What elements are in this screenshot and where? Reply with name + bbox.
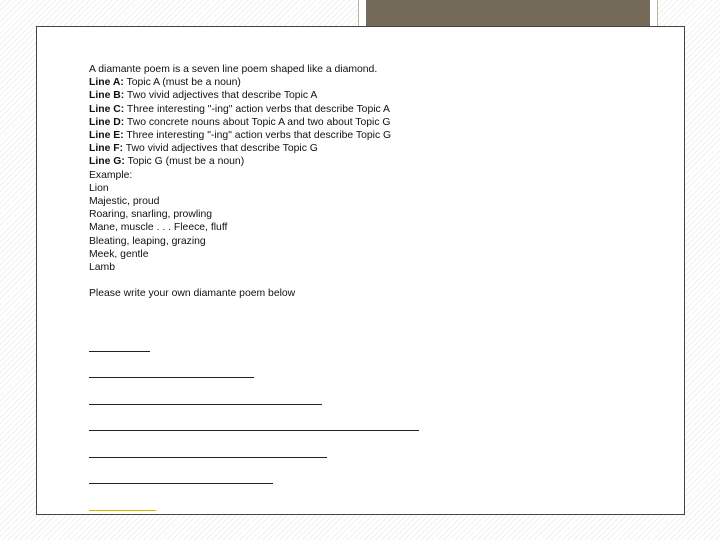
poem-blank-line-4[interactable] (89, 430, 419, 431)
example-line-7: Lamb (89, 262, 115, 274)
line-f-text: Two vivid adjectives that describe Topic G (123, 143, 318, 155)
poem-blank-line-1[interactable] (89, 351, 150, 352)
poem-blank-line-7[interactable] (89, 510, 156, 511)
line-e-label: Line E: (89, 130, 124, 142)
line-g-text: Topic G (must be a noun) (124, 156, 245, 168)
poem-blank-line-5[interactable] (89, 457, 327, 458)
line-d-text: Two concrete nouns about Topic A and two about Topic G (124, 116, 391, 128)
line-b-label: Line B: (89, 90, 125, 102)
example-line-2: Majestic, proud (89, 196, 160, 208)
example-line-1: Lion (89, 182, 109, 194)
line-b-text: Two vivid adjectives that describe Topic A (124, 90, 318, 102)
poem-blank-line-3[interactable] (89, 404, 322, 405)
line-d-instruction (89, 116, 669, 129)
poem-blank-line-2[interactable] (89, 377, 254, 378)
line-a-label: Line A: (89, 77, 124, 89)
line-b-instruction (89, 89, 669, 102)
example-line-6: Meek, gentle (89, 248, 149, 260)
line-d-label: Line D: (89, 116, 125, 128)
line-c-instruction (89, 103, 669, 116)
line-f-label: Line F: (89, 143, 124, 155)
line-c-label: Line C: (89, 103, 125, 115)
line-e-instruction (89, 129, 669, 142)
example-line-4: Mane, muscle . . . Fleece, fluff (89, 222, 228, 234)
line-f-instruction (89, 142, 669, 155)
spacer (89, 274, 669, 287)
poem-blank-line-6[interactable] (89, 483, 273, 484)
example-line-3: Roaring, snarling, prowling (89, 209, 213, 221)
instructions-block (89, 63, 669, 300)
poem-prompt: Please write your own diamante poem below (89, 288, 296, 300)
line-c-text: Three interesting "-ing" action verbs that describe Topic A (124, 103, 390, 115)
line-g-label: Line G: (89, 156, 125, 168)
line-a-text: Topic A (must be a noun) (123, 77, 241, 89)
document-page (36, 26, 685, 515)
line-a-instruction (89, 76, 669, 89)
line-g-instruction (89, 155, 669, 168)
example-heading: Example: (89, 169, 133, 181)
intro-text: A diamante poem is a seven line poem shaped like a diamond. (89, 64, 378, 75)
example-line-5: Bleating, leaping, grazing (89, 235, 206, 247)
line-e-text: Three interesting "-ing" action verbs that describe Topic G (123, 130, 392, 142)
